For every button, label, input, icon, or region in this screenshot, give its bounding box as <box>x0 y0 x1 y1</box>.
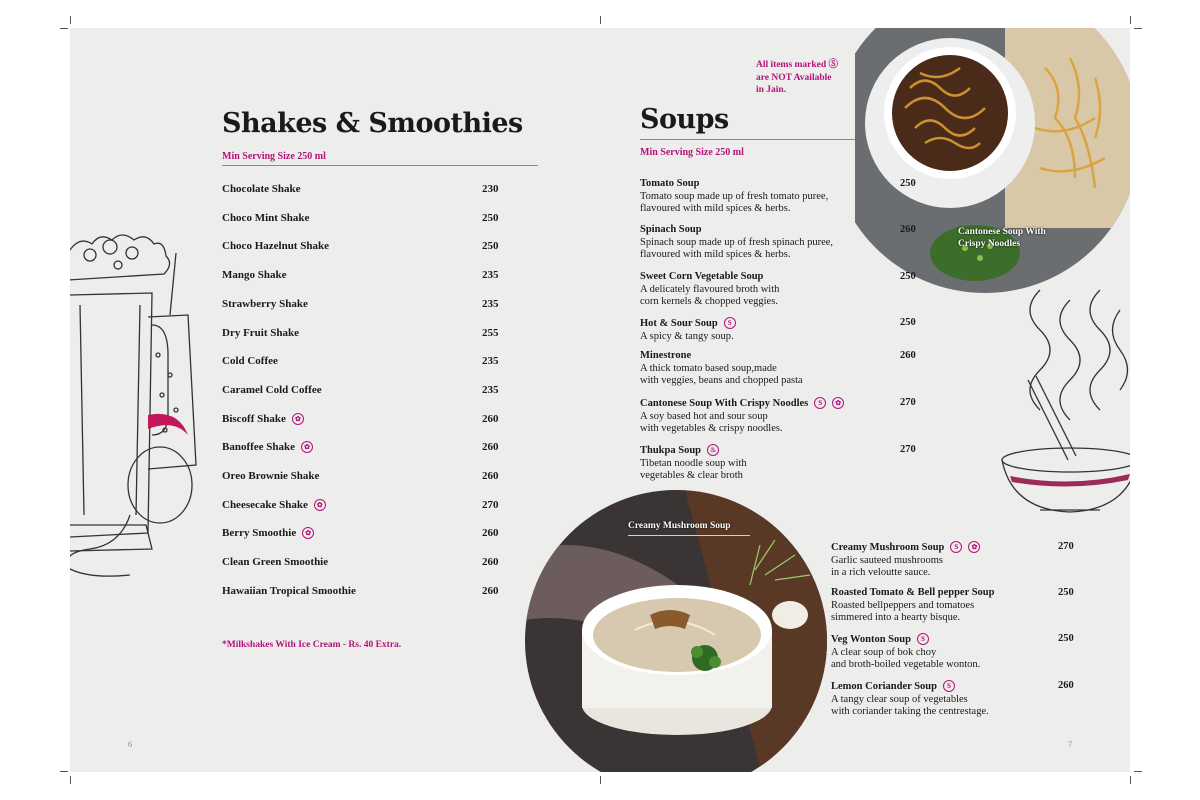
menu-item <box>222 527 502 543</box>
menu-item-name: Roasted Tomato & Bell pepper Soup <box>831 587 995 598</box>
menu-item-name: Berry Smoothie <box>222 527 297 540</box>
soup-bowl-illustration <box>1000 280 1130 530</box>
menu-item-price: 260 <box>900 350 916 361</box>
menu-item <box>831 587 994 625</box>
menu-item-name: Mango Shake <box>222 269 287 282</box>
special-item-icon: ✿ <box>292 413 304 425</box>
menu-item-price: 260 <box>1058 680 1074 691</box>
menu-item-name: Hot & Sour Soup S <box>640 317 736 331</box>
menu-item-price: 270 <box>900 444 916 455</box>
serving-size-note: Min Serving Size 250 ml <box>222 151 326 162</box>
special-item-icon: ✿ <box>301 441 313 453</box>
menu-item-name: Sweet Corn Vegetable Soup <box>640 271 764 282</box>
menu-item-name: Veg Wonton Soup S <box>831 633 980 647</box>
menu-item-description: Tomato soup made up of fresh tomato puree, flavoured with mild spices & herbs. <box>640 190 829 214</box>
menu-item <box>222 269 502 285</box>
menu-item-price: 230 <box>482 183 499 195</box>
crop-mark <box>60 771 68 772</box>
menu-item-description: A delicately flavoured broth with corn kernels & chopped veggies. <box>640 283 780 307</box>
crop-mark <box>1134 771 1142 772</box>
menu-item <box>831 541 980 580</box>
milkshake-illustration <box>70 225 210 585</box>
creamy-mushroom-soup-photo <box>525 490 827 772</box>
menu-item-price: 250 <box>900 317 916 328</box>
menu-item <box>222 556 502 572</box>
menu-item <box>222 240 502 256</box>
menu-item <box>222 470 502 486</box>
page-title: Shakes & Smoothies <box>222 108 523 139</box>
menu-item-name: Caramel Cold Coffee <box>222 383 322 396</box>
crop-mark <box>1130 16 1131 24</box>
cantonese-soup-photo <box>855 28 1130 294</box>
page-title: Soups <box>640 104 729 135</box>
menu-item-description: Roasted bellpeppers and tomatoes simmered into a hearty bisque. <box>831 599 975 623</box>
menu-item-price: 255 <box>482 326 499 339</box>
menu-item-price: 250 <box>482 240 499 253</box>
menu-item <box>222 298 502 314</box>
crop-mark <box>1130 776 1131 784</box>
menu-item-name: Creamy Mushroom Soup S ✿ <box>831 541 980 555</box>
menu-item <box>831 633 980 672</box>
not-jain-icon: S <box>724 317 736 329</box>
menu-item-price: 250 <box>1058 587 1074 598</box>
menu-item <box>222 327 502 343</box>
menu-item-name: Spinach Soup <box>640 224 702 235</box>
menu-item-price: 250 <box>900 178 916 189</box>
page-number: 6 <box>128 740 132 749</box>
menu-item-description: Spinach soup made up of fresh spinach puree, flavoured with mild spices & herbs. <box>640 236 834 260</box>
not-jain-icon: S <box>917 633 929 645</box>
menu-item-name: Minestrone <box>640 350 692 361</box>
menu-item-name: Choco Hazelnut Shake <box>222 240 329 253</box>
menu-item-price: 250 <box>482 211 499 224</box>
menu-item <box>640 350 803 388</box>
menu-item-name: Thukpa Soup ♨ <box>640 444 747 458</box>
crop-mark <box>60 28 68 29</box>
page-number: 7 <box>1068 740 1072 749</box>
menu-item <box>640 397 844 436</box>
menu-item-name: Strawberry Shake <box>222 297 308 310</box>
menu-item-description: A tangy clear soup of vegetables with coriander taking the centrestage. <box>831 693 989 717</box>
menu-item-price: 235 <box>482 297 499 310</box>
menu-item-name: Banoffee Shake <box>222 441 296 454</box>
menu-item-price: 270 <box>900 397 916 408</box>
menu-item-price: 260 <box>482 556 499 569</box>
menu-item-name: Cheesecake Shake <box>222 498 308 511</box>
not-jain-icon: S <box>943 680 955 692</box>
not-jain-icon: S <box>950 541 962 553</box>
jain-availability-note: All items marked Ⓢ are NOT Available in Jain. <box>756 60 839 95</box>
menu-item-description: Garlic sauteed mushrooms in a rich veloutte sauce. <box>831 554 943 578</box>
caption-underline <box>628 535 750 536</box>
menu-item-price: 250 <box>900 271 916 282</box>
menu-item <box>222 183 502 199</box>
menu-item-name: Clean Green Smoothie <box>222 556 329 569</box>
menu-item-description: A thick tomato based soup,made with veggies, beans and chopped pasta <box>640 362 803 386</box>
menu-item-price: 260 <box>482 412 499 425</box>
chef-special-icon: ♨ <box>707 444 719 456</box>
menu-item <box>640 317 736 343</box>
menu-item-name: Tomato Soup <box>640 178 700 189</box>
menu-item-name: Hawaiian Tropical Smoothie <box>222 584 356 597</box>
menu-item-name: Biscoff Shake <box>222 412 286 425</box>
crop-mark <box>70 16 71 24</box>
menu-item <box>640 224 833 262</box>
menu-item <box>222 212 502 228</box>
menu-item <box>640 271 779 309</box>
menu-item <box>640 178 828 216</box>
serving-size-note: Min Serving Size 250 ml <box>640 147 744 158</box>
crop-mark <box>600 16 601 24</box>
crop-mark <box>600 776 601 784</box>
menu-item-price: 260 <box>482 527 499 540</box>
menu-item-name: Choco Mint Shake <box>222 211 310 224</box>
menu-item-price: 260 <box>900 224 916 235</box>
menu-item <box>222 384 502 400</box>
menu-item-description: A spicy & tangy soup. <box>640 330 734 342</box>
special-item-icon: ✿ <box>314 499 326 511</box>
special-item-icon: ✿ <box>968 541 980 553</box>
menu-item-price: 270 <box>1058 541 1074 552</box>
menu-item-price: 260 <box>482 441 499 454</box>
menu-item <box>640 444 747 483</box>
divider <box>640 139 860 140</box>
menu-item-name: Oreo Brownie Shake <box>222 470 320 482</box>
menu-item-price: 260 <box>482 584 499 597</box>
menu-item-name: Lemon Coriander Soup S <box>831 680 989 694</box>
menu-item <box>222 585 502 601</box>
menu-item <box>222 355 502 371</box>
menu-item-price: 235 <box>482 355 499 368</box>
menu-item-price: 270 <box>482 498 499 511</box>
menu-item <box>222 499 502 515</box>
menu-item-name: Cantonese Soup With Crispy Noodles S ✿ <box>640 397 844 411</box>
special-item-icon: ✿ <box>302 527 314 539</box>
menu-item-price: 235 <box>482 269 499 282</box>
menu-item-price: 235 <box>482 383 499 396</box>
menu-item-description: A clear soup of bok choy and broth-boiled vegetable wonton. <box>831 646 981 670</box>
crop-mark <box>1134 28 1142 29</box>
divider <box>222 165 538 166</box>
menu-item-name: Cold Coffee <box>222 355 278 368</box>
menu-item-name: Chocolate Shake <box>222 183 301 195</box>
not-jain-icon: S <box>814 397 826 409</box>
menu-item-description: Tibetan noodle soup with vegetables & clear broth <box>640 457 747 481</box>
extra-charge-footnote: *Milkshakes With Ice Cream - Rs. 40 Extra. <box>222 640 402 650</box>
menu-item-price: 250 <box>1058 633 1074 644</box>
special-item-icon: ✿ <box>832 397 844 409</box>
crop-mark <box>70 776 71 784</box>
menu-item <box>222 441 502 457</box>
menu-item-description: A soy based hot and sour soup with vegetables & crispy noodles. <box>640 410 783 434</box>
menu-item-name: Dry Fruit Shake <box>222 326 299 339</box>
menu-item <box>222 413 502 429</box>
photo-caption: Creamy Mushroom Soup <box>628 521 731 531</box>
menu-item-price: 260 <box>482 470 499 482</box>
menu-item <box>831 680 989 719</box>
photo-caption: Cantonese Soup With Crispy Noodles <box>958 227 1046 249</box>
